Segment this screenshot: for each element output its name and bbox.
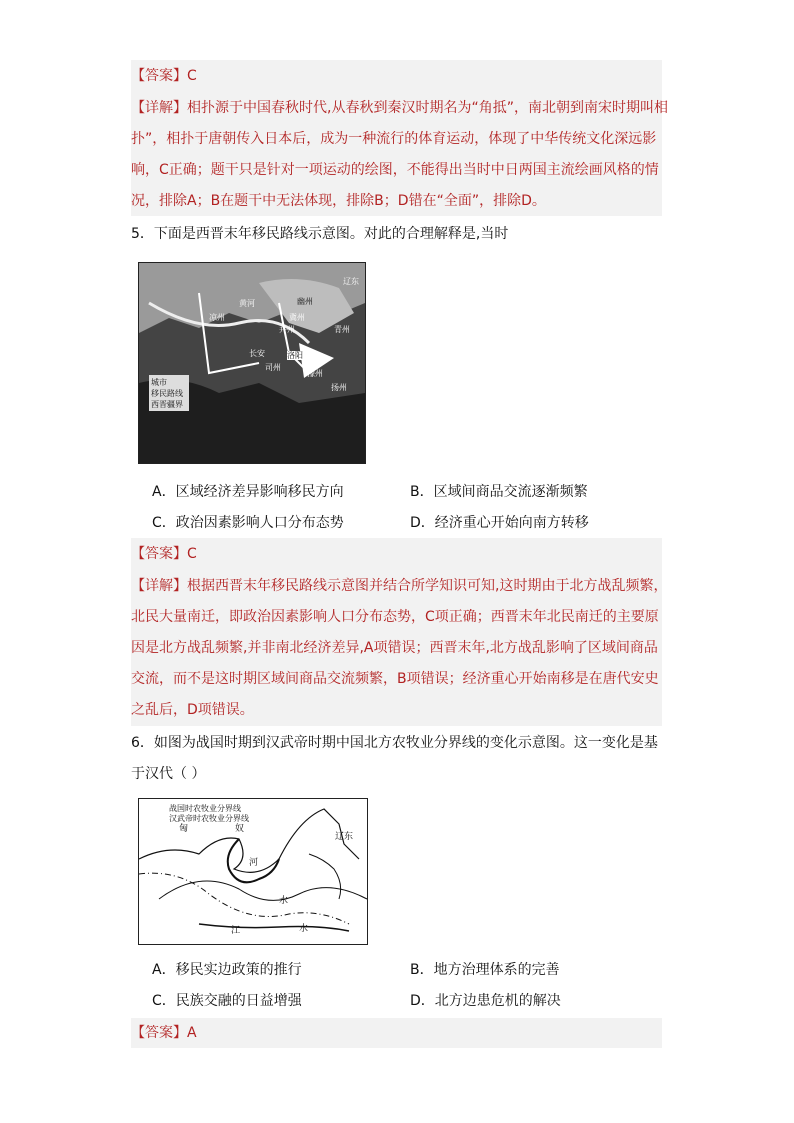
map-label: 洛阳 <box>287 351 303 360</box>
answer-block-6 <box>131 1018 662 1048</box>
map-label: 扬州 <box>331 383 347 392</box>
answer-tag: 【答案】 <box>131 68 187 84</box>
answer-value: A <box>187 1025 197 1041</box>
detail-line: 北民大量南迁，即政治因素影响人口分布态势，C项正确；西晋末年北民南迁的主要原 <box>131 609 659 625</box>
detail-line <box>131 576 667 596</box>
migration-map-image <box>138 262 366 464</box>
map-label: 江 <box>231 926 241 936</box>
answer-tag: 【答案】 <box>131 1025 187 1041</box>
map-label: 辽东 <box>335 832 354 842</box>
legend-route: 移民路线 <box>151 389 183 398</box>
map-label: 水 <box>299 924 309 934</box>
detail-line <box>131 98 668 118</box>
map-label: 幽州 <box>297 297 313 306</box>
answer-tag: 【答案】 <box>131 546 187 562</box>
legend-city: 城市 <box>151 378 167 387</box>
question-5-stem: 5．下面是西晋末年移民路线示意图。对此的合理解释是,当时 <box>131 226 509 242</box>
detail-line: 之乱后，D项错误。 <box>131 702 254 718</box>
map-label: 司州 <box>265 363 281 372</box>
option-b: B．地方治理体系的完善 <box>410 962 560 978</box>
option-d: D．经济重心开始向南方转移 <box>410 515 589 531</box>
detail-line: 扑”，相扑于唐朝传入日本后，成为一种流行的体育运动，体现了中华传统文化深远影 <box>131 131 657 147</box>
answer-line-6 <box>131 1023 197 1043</box>
answer-block-5 <box>131 538 662 726</box>
option-d: D．北方边患危机的解决 <box>410 993 561 1009</box>
map-label: 奴 <box>235 824 245 834</box>
migration-map-drawing <box>139 263 365 463</box>
map-label: 豫州 <box>307 369 323 378</box>
option-c: C．政治因素影响人口分布态势 <box>152 515 344 531</box>
detail-line: 因是北方战乱频繁,并非南北经济差异,A项错误；西晋末年,北方战乱影响了区域间商品 <box>131 640 658 656</box>
question-6-stem-cont: 于汉代（ ） <box>131 766 206 782</box>
map-label: 青州 <box>334 325 350 334</box>
map-label: 河 <box>249 858 259 868</box>
detail-line: 况，排除A；B在题干中无法体现，排除B；D错在“全面”，排除D。 <box>131 193 546 209</box>
legend-border: 西晋疆界 <box>151 400 183 409</box>
detail-line: 响，C正确；题干只是针对一项运动的绘图，不能得出当时中日两国主流绘画风格的情 <box>131 162 659 178</box>
detail-text: 根据西晋末年移民路线示意图并结合所学知识可知,这时期由于北方战乱频繁， <box>187 578 668 594</box>
map-label: 长安 <box>249 349 265 358</box>
option-a: A．移民实边政策的推行 <box>152 962 302 978</box>
detail-tag: 【详解】 <box>131 100 187 116</box>
map-label: 匈 <box>179 824 189 834</box>
map-label: 黄河 <box>239 299 255 308</box>
answer-value: C <box>187 546 197 562</box>
option-b: B．区域间商品交流逐渐频繁 <box>410 484 588 500</box>
map-label: 辽东 <box>343 277 359 286</box>
answer-line-4 <box>131 66 197 86</box>
answer-value: C <box>187 68 197 84</box>
legend-warring-states: 战国时农牧业分界线 <box>169 804 241 813</box>
map-label: 凉州 <box>209 313 225 322</box>
option-c: C．民族交融的日益增强 <box>152 993 302 1009</box>
map-label: 冀州 <box>289 313 305 322</box>
option-a: A．区域经济差异影响移民方向 <box>152 484 344 500</box>
detail-tag: 【详解】 <box>131 578 187 594</box>
legend-emperor-wu: 汉武帝时农牧业分界线 <box>169 814 249 823</box>
question-6-stem: 6．如图为战国时期到汉武帝时期中国北方农牧业分界线的变化示意图。这一变化是基 <box>131 735 658 751</box>
farming-boundary-map-image <box>138 798 368 945</box>
detail-text: 相扑源于中国春秋时代,从春秋到秦汉时期名为“角抵”，南北朝到南宋时期叫相 <box>187 100 668 116</box>
map-label: 并州 <box>279 325 295 334</box>
map-label: 水 <box>279 896 289 906</box>
answer-line-5 <box>131 544 197 564</box>
detail-line: 交流，而不是这时期区域间商品交流频繁，B项错误；经济重心开始南移是在唐代安史 <box>131 671 659 687</box>
